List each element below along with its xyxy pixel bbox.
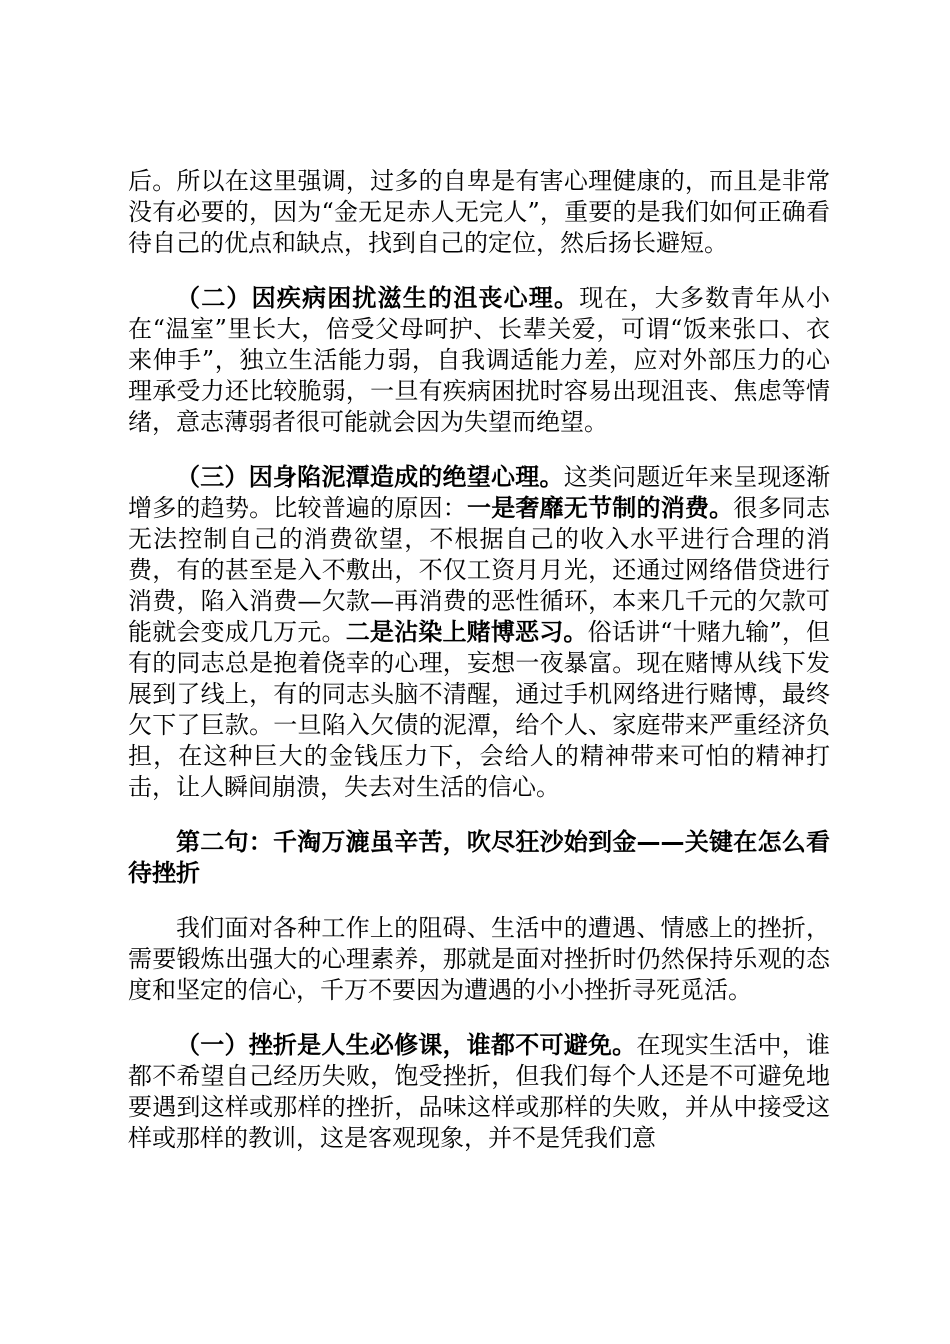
document-body xyxy=(128,166,830,1178)
paragraph-continuation xyxy=(128,166,830,259)
paragraph-point-two: 二是沾染上赌博恶习。 xyxy=(345,618,588,646)
paragraph-text: 俗话讲“十赌九输”，但有的同志总是抱着侥幸的心理，妄想一夜暴富。现在赌博从线下发展到了线上，有的同志头脑不清醒，通过手机网络进行赌博，最终欠下了巨款。一旦陷入欠债的泥潭，给个人、家庭带来严重经济负担，在这种巨大的金钱压力下，会给人的精神带来可怕的精神打击，让人瞬间崩溃，失去对生活的信心。 xyxy=(128,618,831,801)
paragraph-text: 在现实生活中，谁都不希望自己经历失败，饱受挫折，但我们每个人还是不可避免地要遇到这样或那样的挫折，品味这样或那样的失败，并从中接受这样或那样的教训，这是客观现象，并不是凭我们意 xyxy=(128,1031,831,1152)
paragraph-despair xyxy=(128,462,830,803)
paragraph-text: 这类问题近年来呈现逐渐增多的趋势。比较普遍的原因： xyxy=(128,463,831,522)
paragraph-setbacks xyxy=(128,913,830,1006)
paragraph-text: 很多同志无法控制自己的消费欲望，不根据自己的收入水平进行合理的消费，有的甚至是入不敷出，不仅工资月月光，还通过网络借贷进行消费，陷入消费—欠款—再消费的恶性循环，本来几千元的欠款可能就会变成几万元。 xyxy=(128,494,831,646)
paragraph-text: 我们面对各种工作上的阻碍、生活中的遭遇、情感上的挫折，需要锻炼出强大的心理素养，那就是面对挫折时仍然保持乐观的态度和坚定的信心，千万不要因为遭遇的小小挫折寻死觅活。 xyxy=(128,914,830,1004)
paragraph-lead: （一）挫折是人生必修课，谁都不可避免。 xyxy=(176,1031,637,1059)
paragraph-frustration xyxy=(128,283,830,438)
paragraph-text: 现在，大多数青年从小在“温室”里长大，倍受父母呵护、长辈关爱，可谓“饭来张口、衣来伸手”，独立生活能力弱，自我调适能力差，应对外部压力的心理承受力还比较脆弱，一旦有疾病困扰时容易出现沮丧、焦虑等情绪，意志薄弱者很可能就会因为失望而绝望。 xyxy=(128,284,831,436)
paragraph-required-course xyxy=(128,1030,830,1154)
paragraph-point-one: 一是奢靡无节制的消费。 xyxy=(467,494,734,522)
paragraph-lead: （三）因身陷泥潭造成的绝望心理。 xyxy=(176,463,564,491)
section-heading: 第二句：千淘万漉虽辛苦，吹尽狂沙始到金——关键在怎么看待挫折 xyxy=(128,828,830,887)
paragraph-text: 后。所以在这里强调，过多的自卑是有害心理健康的，而且是非常没有必要的，因为“金无足赤人无完人”，重要的是我们如何正确看待自己的优点和缺点，找到自己的定位，然后扬长避短。 xyxy=(128,167,830,257)
paragraph-lead: （二）因疾病困扰滋生的沮丧心理。 xyxy=(176,284,580,312)
